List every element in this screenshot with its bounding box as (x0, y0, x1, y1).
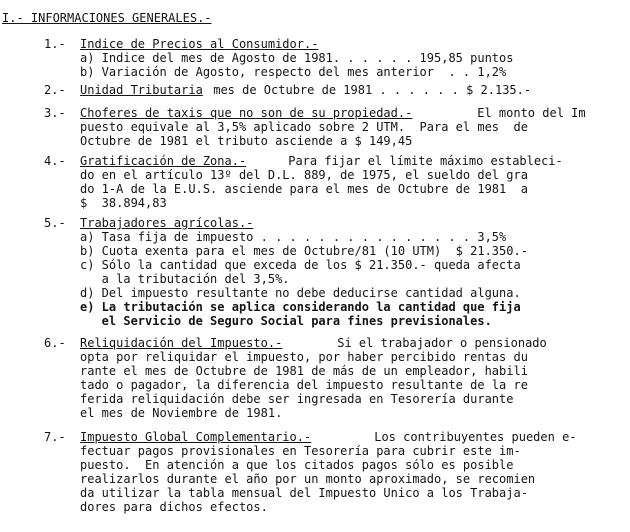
item-3-number: 3.- (44, 106, 66, 120)
item-5-line-a: a) Tasa fija de impuesto . . . . . . . . . . . . . . . 3,5% (80, 230, 507, 244)
item-7-line-3: realizarlos durante el año por un monto aproximado, se recomien (80, 472, 536, 486)
item-4-number: 4.- (44, 154, 66, 168)
item-5-line-d: d) Del impuesto resultante no debe deducirse cantidad alguna. (80, 286, 521, 300)
item-5-line-c: c) Sólo la cantidad que exceda de los $ 21.350.- queda afecta (80, 258, 521, 272)
item-4-line-1: do en el artículo 13º del D.L. 889, de 1975, el sueldo del gra (80, 168, 528, 182)
item-2-number: 2.- (44, 83, 66, 97)
item-7-line-5: dores para dichos efectos. (80, 500, 268, 514)
item-6-line-3: tado o pagador, la diferencia del impuesto resultante de la re (80, 378, 528, 392)
item-2-rest: mes de Octubre de 1981 . . . . . . $ 2.135.- (206, 83, 532, 97)
item-3-line-1: puesto equivale al 3,5% aplicado sobre 2 UTM. Para el mes de (80, 120, 528, 134)
item-7-number: 7.- (44, 430, 66, 444)
item-5-title: Trabajadores agrícolas.- (80, 216, 254, 230)
item-6-number: 6.- (44, 336, 66, 350)
item-5-line-e2: el Servicio de Seguro Social para fines previsionales. (80, 314, 492, 328)
item-7-line-2: puesto. En atención a que los citados pagos sólo es posible (80, 458, 514, 472)
item-6-line-1: opta por reliquidar el impuesto, por haber percibido rentas du (80, 350, 528, 364)
item-1-line-a: a) Indice del mes de Agosto de 1981. . . . . . 195,85 puntos (80, 51, 514, 65)
item-6-line-2: rante el mes de Octubre de 1981 de más de un empleador, habili (80, 364, 528, 378)
item-6-line-5: el mes de Noviembre de 1981. (80, 406, 283, 420)
item-1-line-b: b) Variación de Agosto, respecto del mes anterior . . 1,2% (80, 65, 507, 79)
item-5-line-c2: a la tributación del 3,5%. (80, 272, 290, 286)
item-5-line-b: b) Cuota exenta para el mes de Octubre/81 (10 UTM) $ 21.350.- (80, 244, 528, 258)
item-4-title: Gratificación de Zona.- (80, 154, 247, 168)
item-4-line-3: $ 38.894,83 (80, 196, 167, 210)
item-1-title: Indice de Precios al Consumidor.- (80, 37, 319, 51)
item-6-rest: Si el trabajador o pensionado (330, 336, 547, 350)
item-5-line-e: e) La tributación se aplica considerando la cantidad que fija (80, 300, 521, 314)
item-4-rest: Para fijar el límite máximo estableci- (281, 154, 563, 168)
item-4-line-2: do 1-A de la E.U.S. asciende para el mes de Octubre de 1981 a (80, 182, 528, 196)
item-7-line-1: fectuar pagos provisionales en Tesorería para cubrir este im- (80, 444, 521, 458)
item-3-title: Choferes de taxis que no son de su propiedad.- (80, 106, 413, 120)
item-1-number: 1.- (44, 37, 66, 51)
item-5-number: 5.- (44, 216, 66, 230)
item-6-line-4: ferida reliquidación debe ser ingresada en Tesorería durante (80, 392, 514, 406)
item-3-rest: El monto del Im (470, 106, 586, 120)
item-6-title: Reliquidación del Impuesto.- (80, 336, 283, 350)
item-3-line-2: Octubre de 1981 el tributo asciende a $ 149,45 (80, 134, 413, 148)
item-7-line-4: da utilizar la tabla mensual del Impuesto Unico a los Trabaja- (80, 486, 528, 500)
item-7-rest: Los contribuyentes pueden e- (367, 430, 577, 444)
item-2-title: Unidad Tributaria (80, 83, 203, 97)
item-7-title: Impuesto Global Complementario.- (80, 430, 312, 444)
section-heading: I.- INFORMACIONES GENERALES.- (2, 11, 212, 25)
